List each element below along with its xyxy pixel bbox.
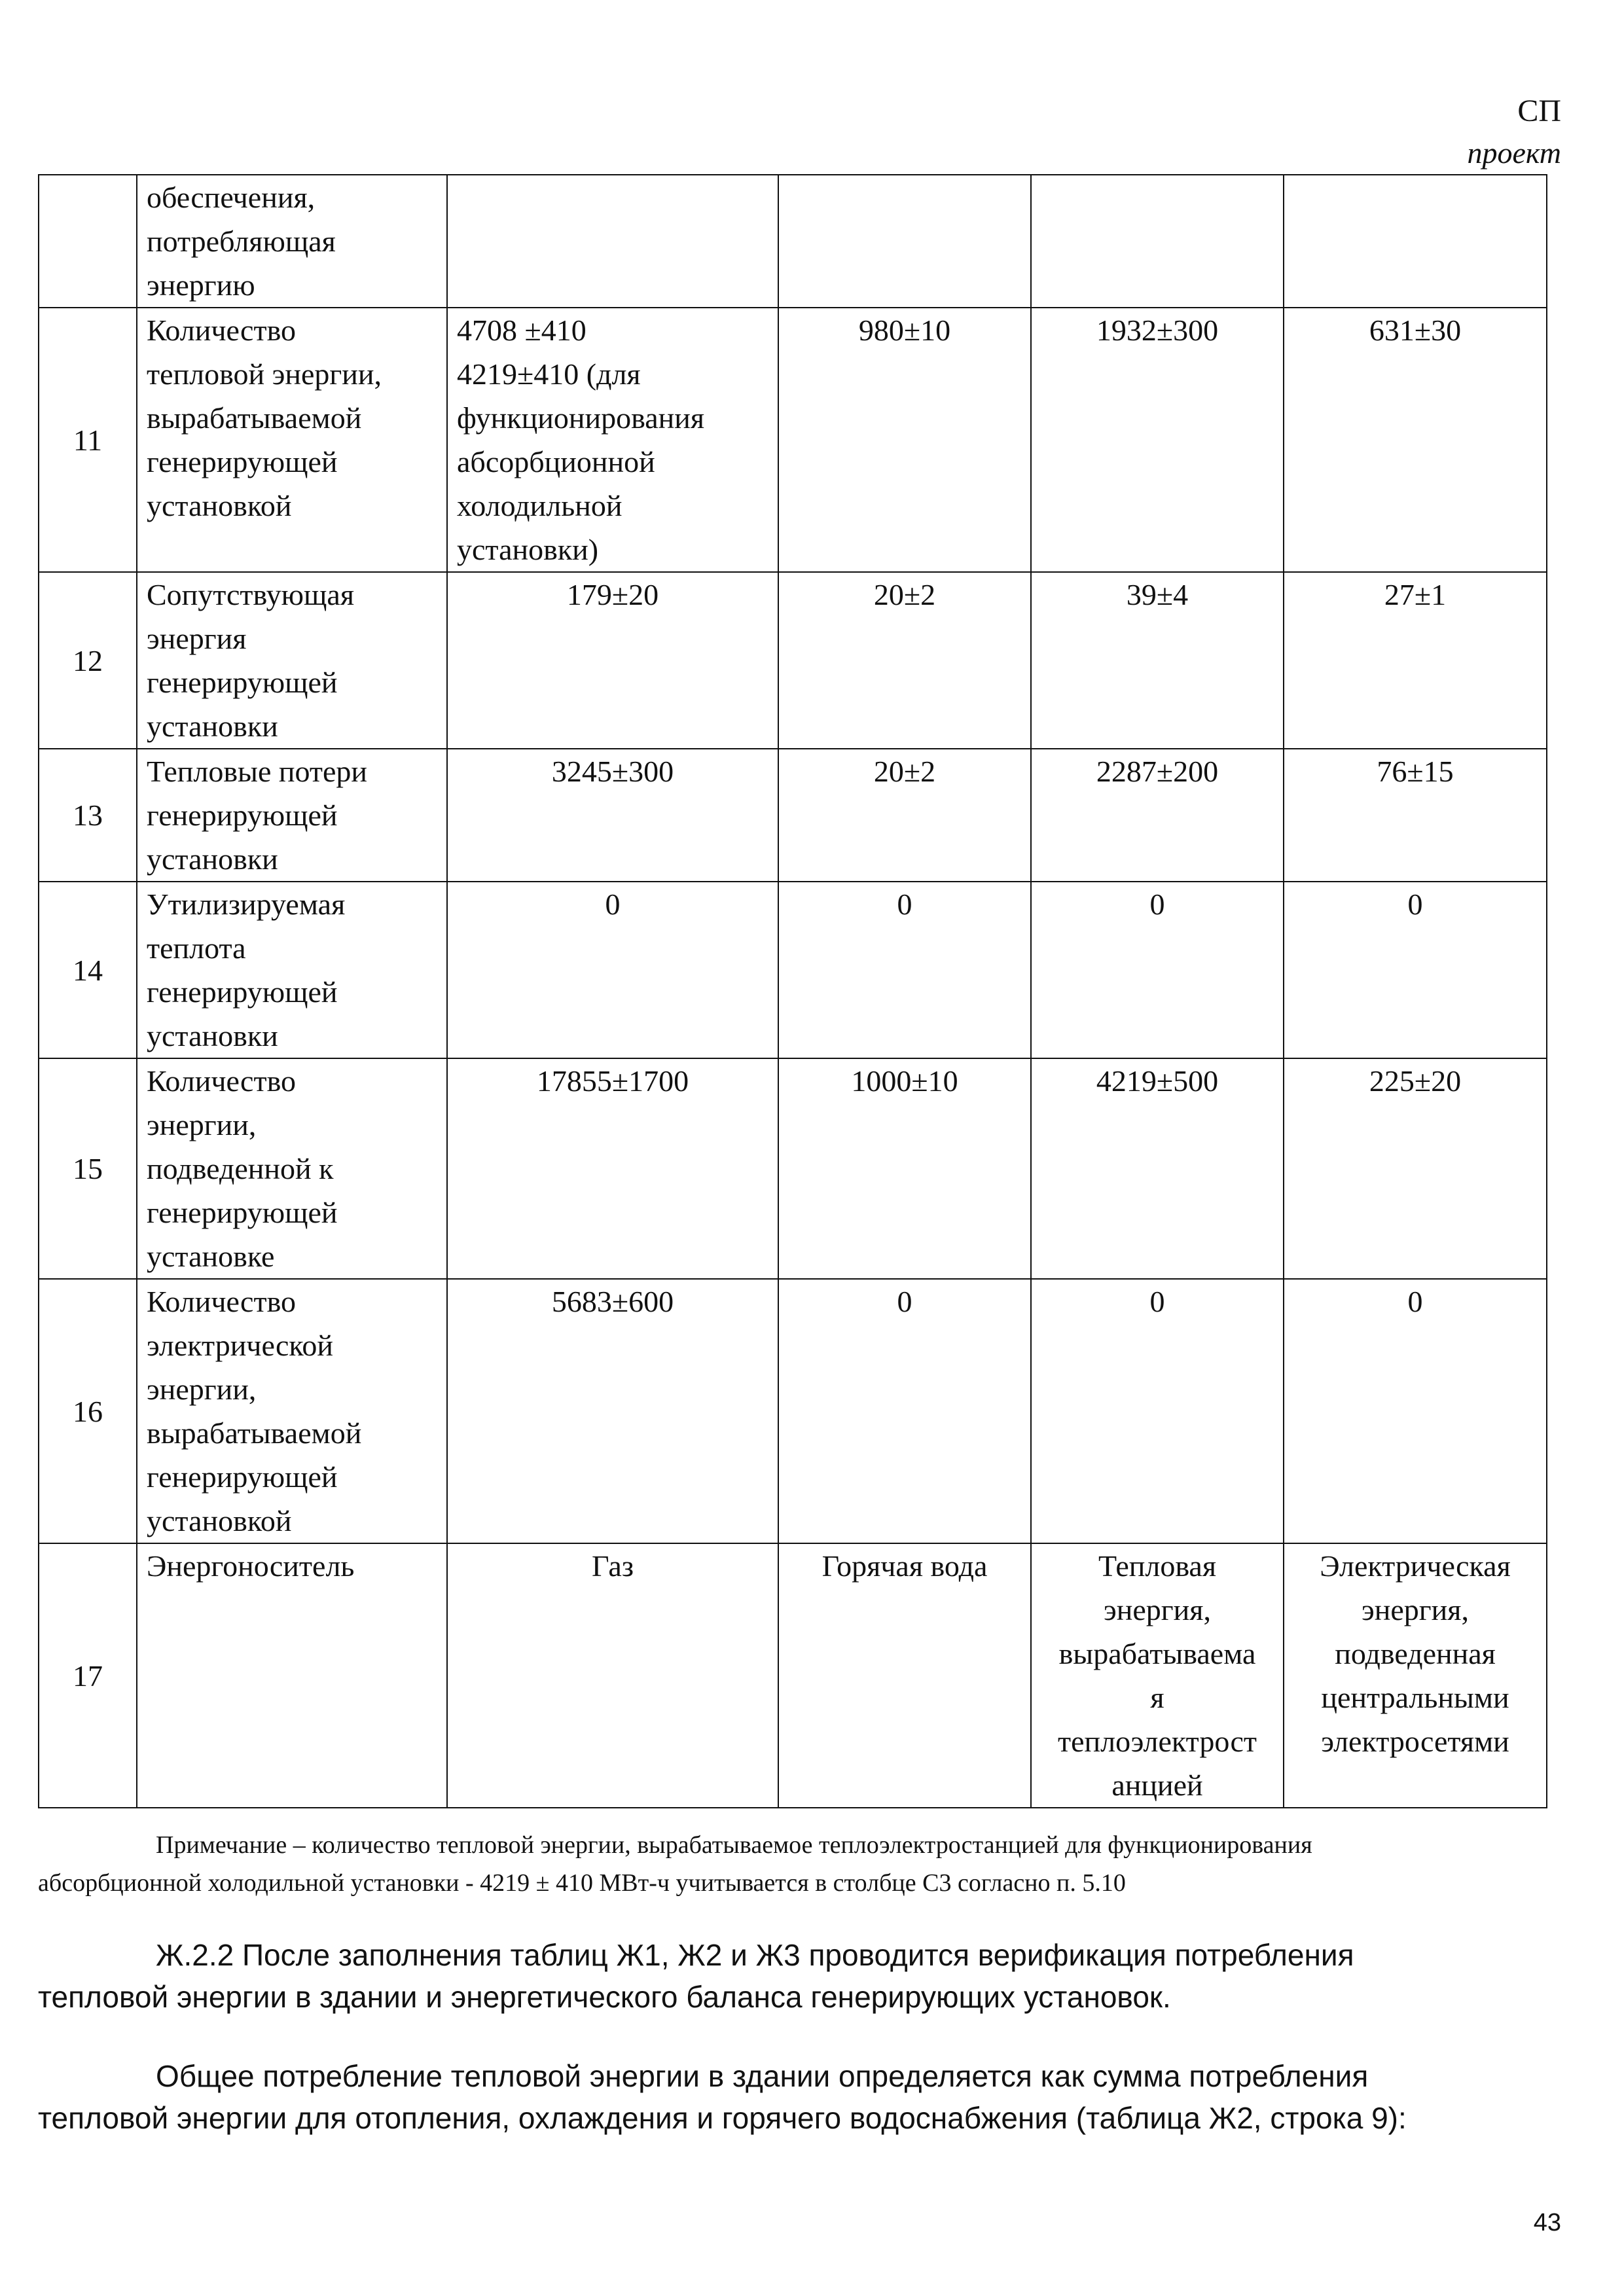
value-cell-c4	[1284, 1058, 1547, 1279]
cell-line: Сопутствующая	[147, 578, 354, 611]
value-cell-c4	[1284, 882, 1547, 1058]
paragraph-1-line-1: Ж.2.2 После заполнения таблиц Ж1, Ж2 и Ж3 проводится верификация потребления	[156, 1938, 1354, 1972]
row-number-cell	[39, 1543, 137, 1808]
row-label-cell	[137, 572, 447, 749]
value-cell-c3	[1031, 1058, 1284, 1279]
value-cell-c1	[447, 175, 778, 308]
value-cell-c2	[778, 1279, 1031, 1543]
page-number: 43	[1533, 2209, 1561, 2236]
value-cell-c1	[447, 1543, 778, 1808]
cell-line: 15	[73, 1152, 103, 1185]
value-cell-c2	[778, 882, 1031, 1058]
cell-line: Горячая вода	[821, 1549, 988, 1583]
cell-line: 20±2	[873, 578, 936, 611]
value-cell-c2	[778, 175, 1031, 308]
cell-line: 76±15	[1377, 755, 1454, 788]
value-cell-c3	[1031, 175, 1284, 308]
cell-line: теплота	[147, 931, 246, 965]
cell-line: Количество	[147, 1064, 296, 1098]
row-number-cell	[39, 1279, 137, 1543]
table-row	[39, 1058, 1547, 1279]
value-cell-c1	[447, 308, 778, 572]
cell-line: Энергоноситель	[147, 1549, 355, 1583]
value-cell-c1	[447, 572, 778, 749]
row-label-cell	[137, 882, 447, 1058]
table-row	[39, 308, 1547, 572]
cell-line: Тепловые потери	[147, 755, 368, 788]
cell-line: 179±20	[566, 578, 659, 611]
cell-line: обеспечения,	[147, 181, 316, 214]
value-cell-c2	[778, 1058, 1031, 1279]
cell-line: 980±10	[858, 314, 951, 347]
note-line-2: абсорбционной холодильной установки - 4219 ± 410 МВт-ч учитывается в столбце С3 согласно п. 5.10	[38, 1869, 1126, 1897]
cell-line: энергия	[147, 622, 247, 655]
cell-line: энергии,	[147, 1372, 257, 1406]
row-label-cell	[137, 175, 447, 308]
cell-line: 0	[605, 888, 621, 921]
cell-line: 27±1	[1384, 578, 1447, 611]
cell-line: Утилизируемая	[147, 888, 346, 921]
cell-line: 0	[897, 1285, 912, 1318]
cell-line: установки	[147, 709, 278, 743]
cell-line: функционирования	[457, 401, 705, 435]
cell-line: я	[1150, 1681, 1164, 1714]
cell-line: генерирующей	[147, 798, 338, 832]
cell-line: 631±30	[1369, 314, 1462, 347]
row-label-cell	[137, 1058, 447, 1279]
table-row-continuation	[39, 175, 1547, 308]
value-cell-c3	[1031, 1543, 1284, 1808]
table-row	[39, 882, 1547, 1058]
value-cell-c4	[1284, 1279, 1547, 1543]
cell-line: потребляющая	[147, 224, 336, 258]
value-cell-c3	[1031, 749, 1284, 882]
cell-line: Газ	[591, 1549, 634, 1583]
cell-line: установкой	[147, 1504, 292, 1537]
value-cell-c2	[778, 1543, 1031, 1808]
cell-line: электросетями	[1321, 1725, 1509, 1758]
row-label-cell	[137, 749, 447, 882]
value-cell-c2	[778, 572, 1031, 749]
cell-line: установки	[147, 842, 278, 876]
cell-line: анцией	[1111, 1768, 1203, 1802]
cell-line: 14	[73, 953, 103, 987]
value-cell-c1	[447, 1058, 778, 1279]
value-cell-c2	[778, 308, 1031, 572]
cell-line: 3245±300	[551, 755, 674, 788]
row-number-cell	[39, 308, 137, 572]
value-cell-c4	[1284, 572, 1547, 749]
cell-line: 39±4	[1126, 578, 1189, 611]
row-number-cell	[39, 175, 137, 308]
cell-line: установки	[147, 1019, 278, 1052]
row-number-cell	[39, 749, 137, 882]
value-cell-c2	[778, 749, 1031, 882]
cell-line: Тепловая	[1098, 1549, 1217, 1583]
cell-line: 16	[73, 1394, 103, 1428]
cell-line: 0	[897, 888, 912, 921]
cell-line: энергия,	[1104, 1593, 1211, 1626]
cell-line: Количество	[147, 314, 296, 347]
document-code: СП	[1517, 94, 1561, 128]
cell-line: Электрическая	[1320, 1549, 1511, 1583]
cell-line: генерирующей	[147, 975, 338, 1009]
note-line-1: Примечание – количество тепловой энергии, вырабатываемое теплоэлектростанцией для функционирования	[156, 1831, 1312, 1859]
table-row	[39, 1543, 1547, 1808]
document-status: проект	[1467, 136, 1561, 170]
energy-balance-table	[38, 174, 1547, 1808]
value-cell-c3	[1031, 308, 1284, 572]
cell-line: 5683±600	[551, 1285, 674, 1318]
row-number-cell	[39, 1058, 137, 1279]
cell-line: установки)	[457, 533, 599, 566]
cell-line: 4708 ±410	[457, 314, 586, 347]
row-number-cell	[39, 572, 137, 749]
cell-line: вырабатываемой	[147, 1416, 362, 1450]
cell-line: 13	[73, 798, 103, 832]
cell-line: генерирующей	[147, 1460, 338, 1494]
cell-line: центральными	[1321, 1681, 1509, 1714]
cell-line: энергии,	[147, 1108, 257, 1141]
cell-line: 0	[1407, 888, 1423, 921]
value-cell-c3	[1031, 882, 1284, 1058]
row-label-cell	[137, 1543, 447, 1808]
cell-line: 1000±10	[851, 1064, 958, 1098]
cell-line: вырабатываемой	[147, 401, 362, 435]
row-label-cell	[137, 308, 447, 572]
cell-line: Количество	[147, 1285, 296, 1318]
cell-line: 4219±410 (для	[457, 357, 641, 391]
table-row	[39, 1279, 1547, 1543]
paragraph-2-line-2: тепловой энергии для отопления, охлаждения и горячего водоснабжения (таблица Ж2, строка 9):	[38, 2101, 1407, 2135]
cell-line: подведенной к	[147, 1152, 334, 1185]
value-cell-c1	[447, 1279, 778, 1543]
value-cell-c4	[1284, 175, 1547, 308]
cell-line: 0	[1149, 1285, 1165, 1318]
value-cell-c4	[1284, 1543, 1547, 1808]
row-number-cell	[39, 882, 137, 1058]
cell-line: генерирующей	[147, 666, 338, 699]
paragraph-total-consumption	[38, 2055, 1557, 2139]
table-note	[38, 1826, 1557, 1902]
cell-line: подведенная	[1335, 1637, 1496, 1670]
cell-line: генерирующей	[147, 1196, 338, 1229]
cell-line: 225±20	[1369, 1064, 1462, 1098]
cell-line: 20±2	[873, 755, 936, 788]
table-row	[39, 749, 1547, 882]
row-label-cell	[137, 1279, 447, 1543]
value-cell-c1	[447, 749, 778, 882]
cell-line: холодильной	[457, 489, 623, 522]
paragraph-1-line-2: тепловой энергии в здании и энергетического баланса генерирующих установок.	[38, 1980, 1171, 2014]
cell-line: генерирующей	[147, 445, 338, 478]
cell-line: 0	[1149, 888, 1165, 921]
cell-line: 17855±1700	[536, 1064, 689, 1098]
cell-line: установке	[147, 1240, 275, 1273]
cell-line: 11	[73, 423, 103, 457]
cell-line: вырабатываема	[1058, 1637, 1256, 1670]
cell-line: 17	[73, 1659, 103, 1693]
cell-line: энергию	[147, 268, 255, 302]
table-row	[39, 572, 1547, 749]
cell-line: 2287±200	[1096, 755, 1219, 788]
cell-line: теплоэлектрост	[1057, 1725, 1257, 1758]
cell-line: 1932±300	[1096, 314, 1219, 347]
cell-line: тепловой энергии,	[147, 357, 382, 391]
cell-line: абсорбционной	[457, 445, 655, 478]
cell-line: 4219±500	[1096, 1064, 1219, 1098]
value-cell-c4	[1284, 749, 1547, 882]
value-cell-c3	[1031, 1279, 1284, 1543]
value-cell-c4	[1284, 308, 1547, 572]
cell-line: энергия,	[1362, 1593, 1469, 1626]
cell-line: электрической	[147, 1329, 334, 1362]
cell-line: 0	[1407, 1285, 1423, 1318]
cell-line: установкой	[147, 489, 292, 522]
paragraph-verification	[38, 1934, 1557, 2018]
value-cell-c3	[1031, 572, 1284, 749]
value-cell-c1	[447, 882, 778, 1058]
cell-line: 12	[73, 643, 103, 677]
paragraph-2-line-1: Общее потребление тепловой энергии в здании определяется как сумма потребления	[156, 2059, 1369, 2093]
